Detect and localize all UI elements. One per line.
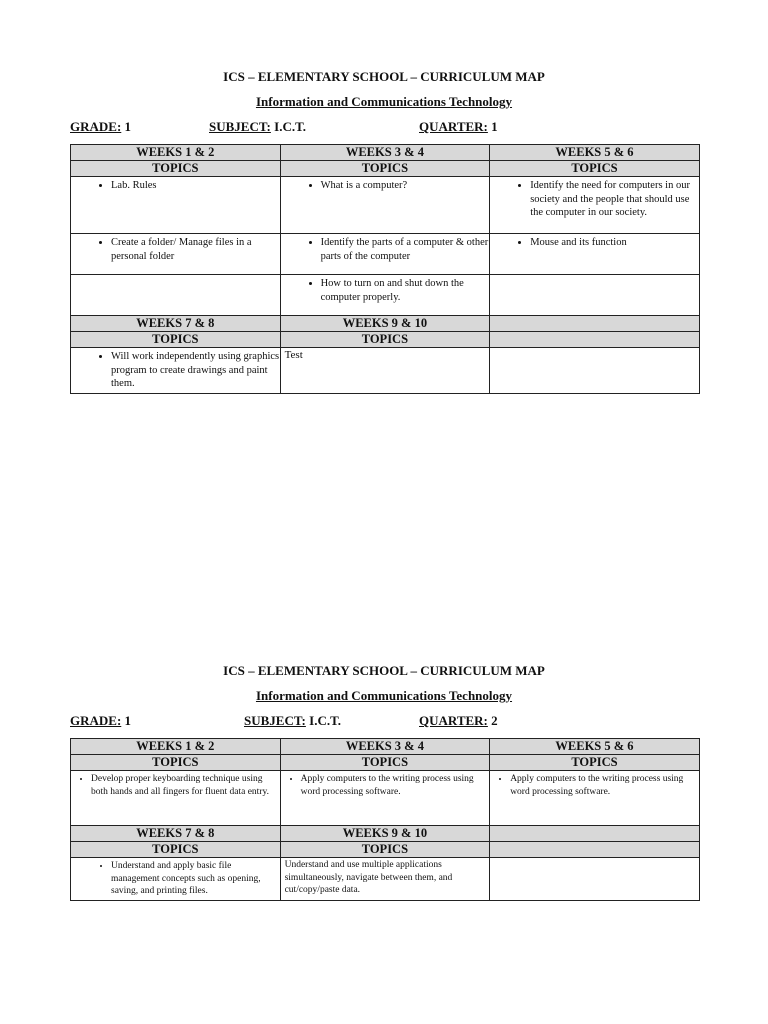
table-cell	[71, 348, 281, 394]
quarter-value: 2	[491, 713, 498, 728]
topics-header-row	[71, 755, 700, 771]
topics-header	[490, 842, 700, 858]
topics-header: TOPICS	[280, 755, 490, 771]
topics-header: TOPICS	[71, 842, 281, 858]
subject-field	[209, 119, 306, 135]
grade-field	[70, 119, 131, 135]
topics-header: TOPICS	[490, 161, 700, 177]
weeks-header: WEEKS 3 & 4	[280, 145, 490, 161]
table-row	[71, 858, 700, 901]
grade-label: GRADE:	[70, 119, 122, 134]
grade-value: 1	[124, 713, 132, 728]
table-cell	[71, 275, 281, 316]
table-cell: Understand and use multiple applications simultaneously, navigate between them, and cut/copy/paste data.	[280, 858, 490, 901]
document-title: ICS – ELEMENTARY SCHOOL – CURRICULUM MAP	[223, 69, 545, 84]
weeks-header	[490, 316, 700, 332]
list-item: • Lab. Rules	[111, 179, 280, 193]
curriculum-table	[70, 144, 700, 394]
weeks-header: WEEKS 7 & 8	[71, 316, 281, 332]
list-item: • Identify the parts of a computer & other parts of the computer	[321, 236, 490, 263]
list-item: • Mouse and its function	[530, 236, 699, 250]
subject-label: SUBJECT:	[209, 119, 271, 134]
list-item: • Develop proper keyboarding technique using both hands and all fingers for fluent data entry.	[91, 773, 280, 798]
table-row	[71, 771, 700, 826]
document-subtitle: Information and Communications Technology	[255, 688, 513, 703]
topics-header-row	[71, 161, 700, 177]
table-cell	[490, 177, 700, 234]
topics-header: TOPICS	[71, 161, 281, 177]
weeks-header-row	[71, 739, 700, 755]
table-cell	[280, 177, 490, 234]
table-row	[71, 348, 700, 394]
topics-header: TOPICS	[280, 161, 490, 177]
table-cell	[490, 234, 700, 275]
topics-header: TOPICS	[280, 842, 490, 858]
weeks-header: WEEKS 5 & 6	[490, 739, 700, 755]
subject-value: I.C.T.	[274, 119, 307, 134]
list-item: • How to turn on and shut down the computer properly.	[321, 277, 490, 304]
topics-header-row	[71, 842, 700, 858]
topics-header	[490, 332, 700, 348]
topics-header-row	[71, 332, 700, 348]
grade-value: 1	[124, 119, 132, 134]
grade-field	[70, 713, 131, 729]
weeks-header-row	[71, 826, 700, 842]
weeks-header: WEEKS 3 & 4	[280, 739, 490, 755]
subject-label: SUBJECT:	[244, 713, 306, 728]
weeks-header-row	[71, 145, 700, 161]
table-cell	[490, 275, 700, 316]
list-item: • Will work independently using graphics program to create drawings and paint them.	[111, 350, 280, 391]
table-row	[71, 177, 700, 234]
table-row	[71, 234, 700, 275]
subject-field	[244, 713, 341, 729]
list-item: • What is a computer?	[321, 179, 490, 193]
document-subtitle: Information and Communications Technology	[255, 94, 513, 109]
list-item: • Create a folder/ Manage files in a personal folder	[111, 236, 280, 263]
table-cell	[71, 771, 281, 826]
table-cell	[280, 275, 490, 316]
table-cell	[490, 858, 700, 901]
list-item: • Understand and apply basic file management concepts such as opening, saving, and printing files.	[111, 860, 280, 898]
table-cell	[490, 348, 700, 394]
quarter-field	[419, 119, 498, 135]
list-item: • Identify the need for computers in our society and the people that should use the computer in our society.	[530, 179, 699, 220]
table-cell	[71, 177, 281, 234]
weeks-header	[490, 826, 700, 842]
table-cell	[71, 234, 281, 275]
weeks-header-row	[71, 316, 700, 332]
grade-label: GRADE:	[70, 713, 122, 728]
weeks-header: WEEKS 5 & 6	[490, 145, 700, 161]
table-cell	[490, 771, 700, 826]
document-title: ICS – ELEMENTARY SCHOOL – CURRICULUM MAP	[223, 663, 545, 678]
list-item: • Apply computers to the writing process using word processing software.	[301, 773, 490, 798]
table-cell: Test	[280, 348, 490, 394]
quarter-value: 1	[491, 119, 498, 134]
subject-value: I.C.T.	[309, 713, 342, 728]
weeks-header: WEEKS 9 & 10	[280, 826, 490, 842]
quarter-label: QUARTER:	[419, 713, 488, 728]
table-cell	[280, 234, 490, 275]
weeks-header: WEEKS 1 & 2	[71, 739, 281, 755]
topics-header: TOPICS	[490, 755, 700, 771]
weeks-header: WEEKS 7 & 8	[71, 826, 281, 842]
list-item: • Apply computers to the writing process using word processing software.	[510, 773, 699, 798]
table-cell	[71, 858, 281, 901]
curriculum-table	[70, 738, 700, 901]
table-cell	[280, 771, 490, 826]
quarter-field	[419, 713, 498, 729]
weeks-header: WEEKS 1 & 2	[71, 145, 281, 161]
weeks-header: WEEKS 9 & 10	[280, 316, 490, 332]
topics-header: TOPICS	[280, 332, 490, 348]
topics-header: TOPICS	[71, 755, 281, 771]
quarter-label: QUARTER:	[419, 119, 488, 134]
topics-header: TOPICS	[71, 332, 281, 348]
table-row	[71, 275, 700, 316]
